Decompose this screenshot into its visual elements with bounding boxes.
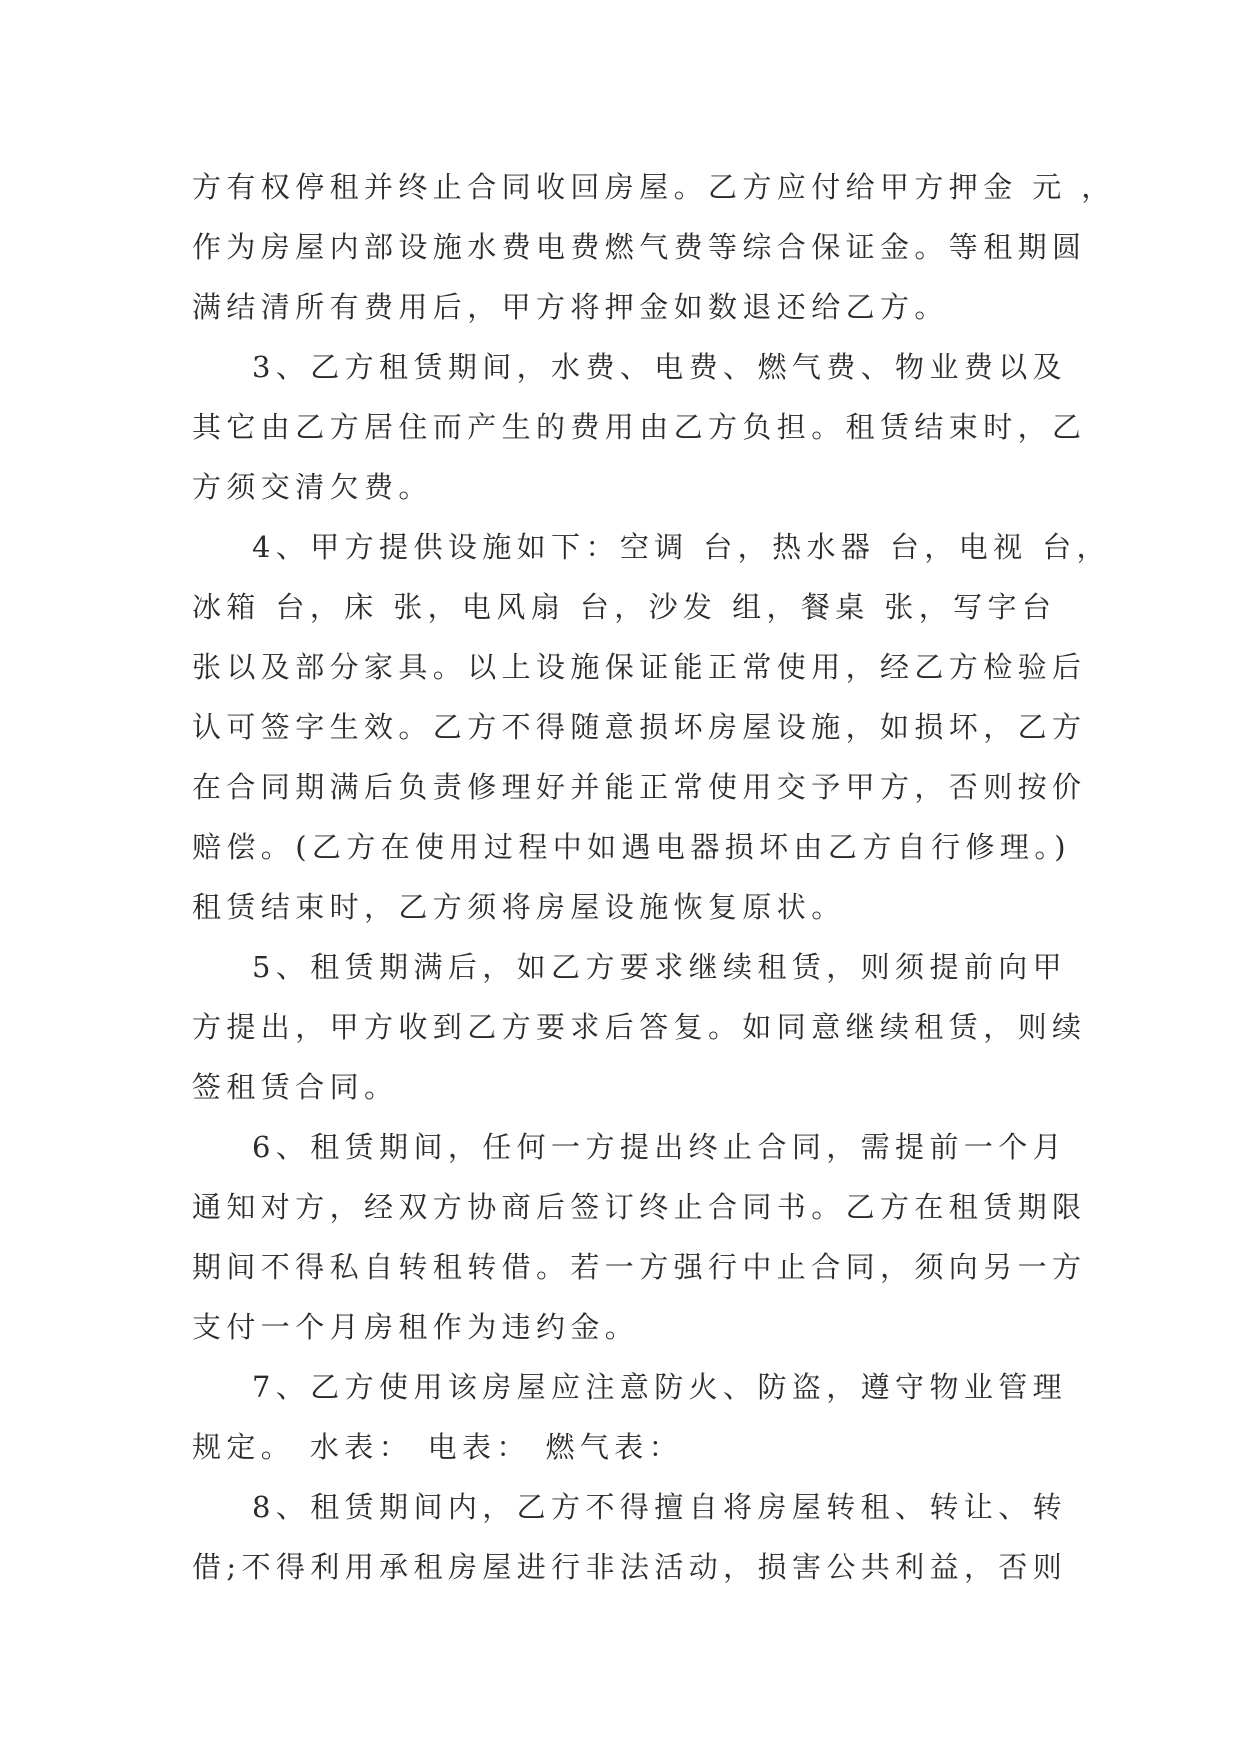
contract-text (192, 157, 1116, 1597)
text-line: 张以及部分家具。以上设施保证能正常使用，经乙方检验后 (192, 650, 1087, 684)
text-line: 借;不得利用承租房屋进行非法活动，损害公共利益，否则 (192, 1550, 1068, 1584)
clause-7-start: 7、乙方使用该房屋应注意防火、防盗，遵守物业管理 (252, 1370, 1068, 1404)
text-line: 通知对方，经双方协商后签订终止合同书。乙方在租赁期限 (192, 1190, 1087, 1224)
text-line: 支付一个月房租作为违约金。 (192, 1310, 640, 1344)
clause-5-start: 5、租赁期满后，如乙方要求继续租赁，则须提前向甲 (252, 950, 1068, 984)
clause-6-start: 6、租赁期间，任何一方提出终止合同，需提前一个月 (252, 1130, 1068, 1164)
text-line: 方提出，甲方收到乙方要求后答复。如同意继续租赁，则续 (192, 1010, 1087, 1044)
text-line: 方须交清欠费。 (192, 470, 433, 504)
text-line: 租赁结束时，乙方须将房屋设施恢复原状。 (192, 890, 846, 924)
text-line: 签租赁合同。 (192, 1070, 399, 1104)
clause-8-start: 8、租赁期间内，乙方不得擅自将房屋转租、转让、转 (252, 1490, 1068, 1524)
text-line: 期间不得私自转租转借。若一方强行中止合同，须向另一方 (192, 1250, 1087, 1284)
text-line: 冰箱 台，床 张，电风扇 台，沙发 组，餐桌 张，写字台 (192, 590, 1057, 624)
text-line: 认可签字生效。乙方不得随意损坏房屋设施，如损坏，乙方 (192, 710, 1087, 744)
text-line: 满结清所有费用后，甲方将押金如数退还给乙方。 (192, 290, 949, 324)
text-line: 其它由乙方居住而产生的费用由乙方负担。租赁结束时，乙 (192, 410, 1087, 444)
text-line: 方有权停租并终止合同收回房屋。乙方应付给甲方押金 元 ， (192, 170, 1116, 204)
text-line: 作为房屋内部设施水费电费燃气费等综合保证金。等租期圆 (192, 230, 1087, 264)
text-line: 赔偿。(乙方在使用过程中如遇电器损坏由乙方自行修理。) (192, 830, 1071, 864)
clause-4-start: 4、甲方提供设施如下：空调 台，热水器 台，电视 台， (252, 530, 1111, 564)
clause-3-start: 3、乙方租赁期间，水费、电费、燃气费、物业费以及 (252, 350, 1068, 384)
text-line: 规定。 水表： 电表： 燃气表： (192, 1430, 684, 1464)
text-line: 在合同期满后负责修理好并能正常使用交予甲方，否则按价 (192, 770, 1087, 804)
